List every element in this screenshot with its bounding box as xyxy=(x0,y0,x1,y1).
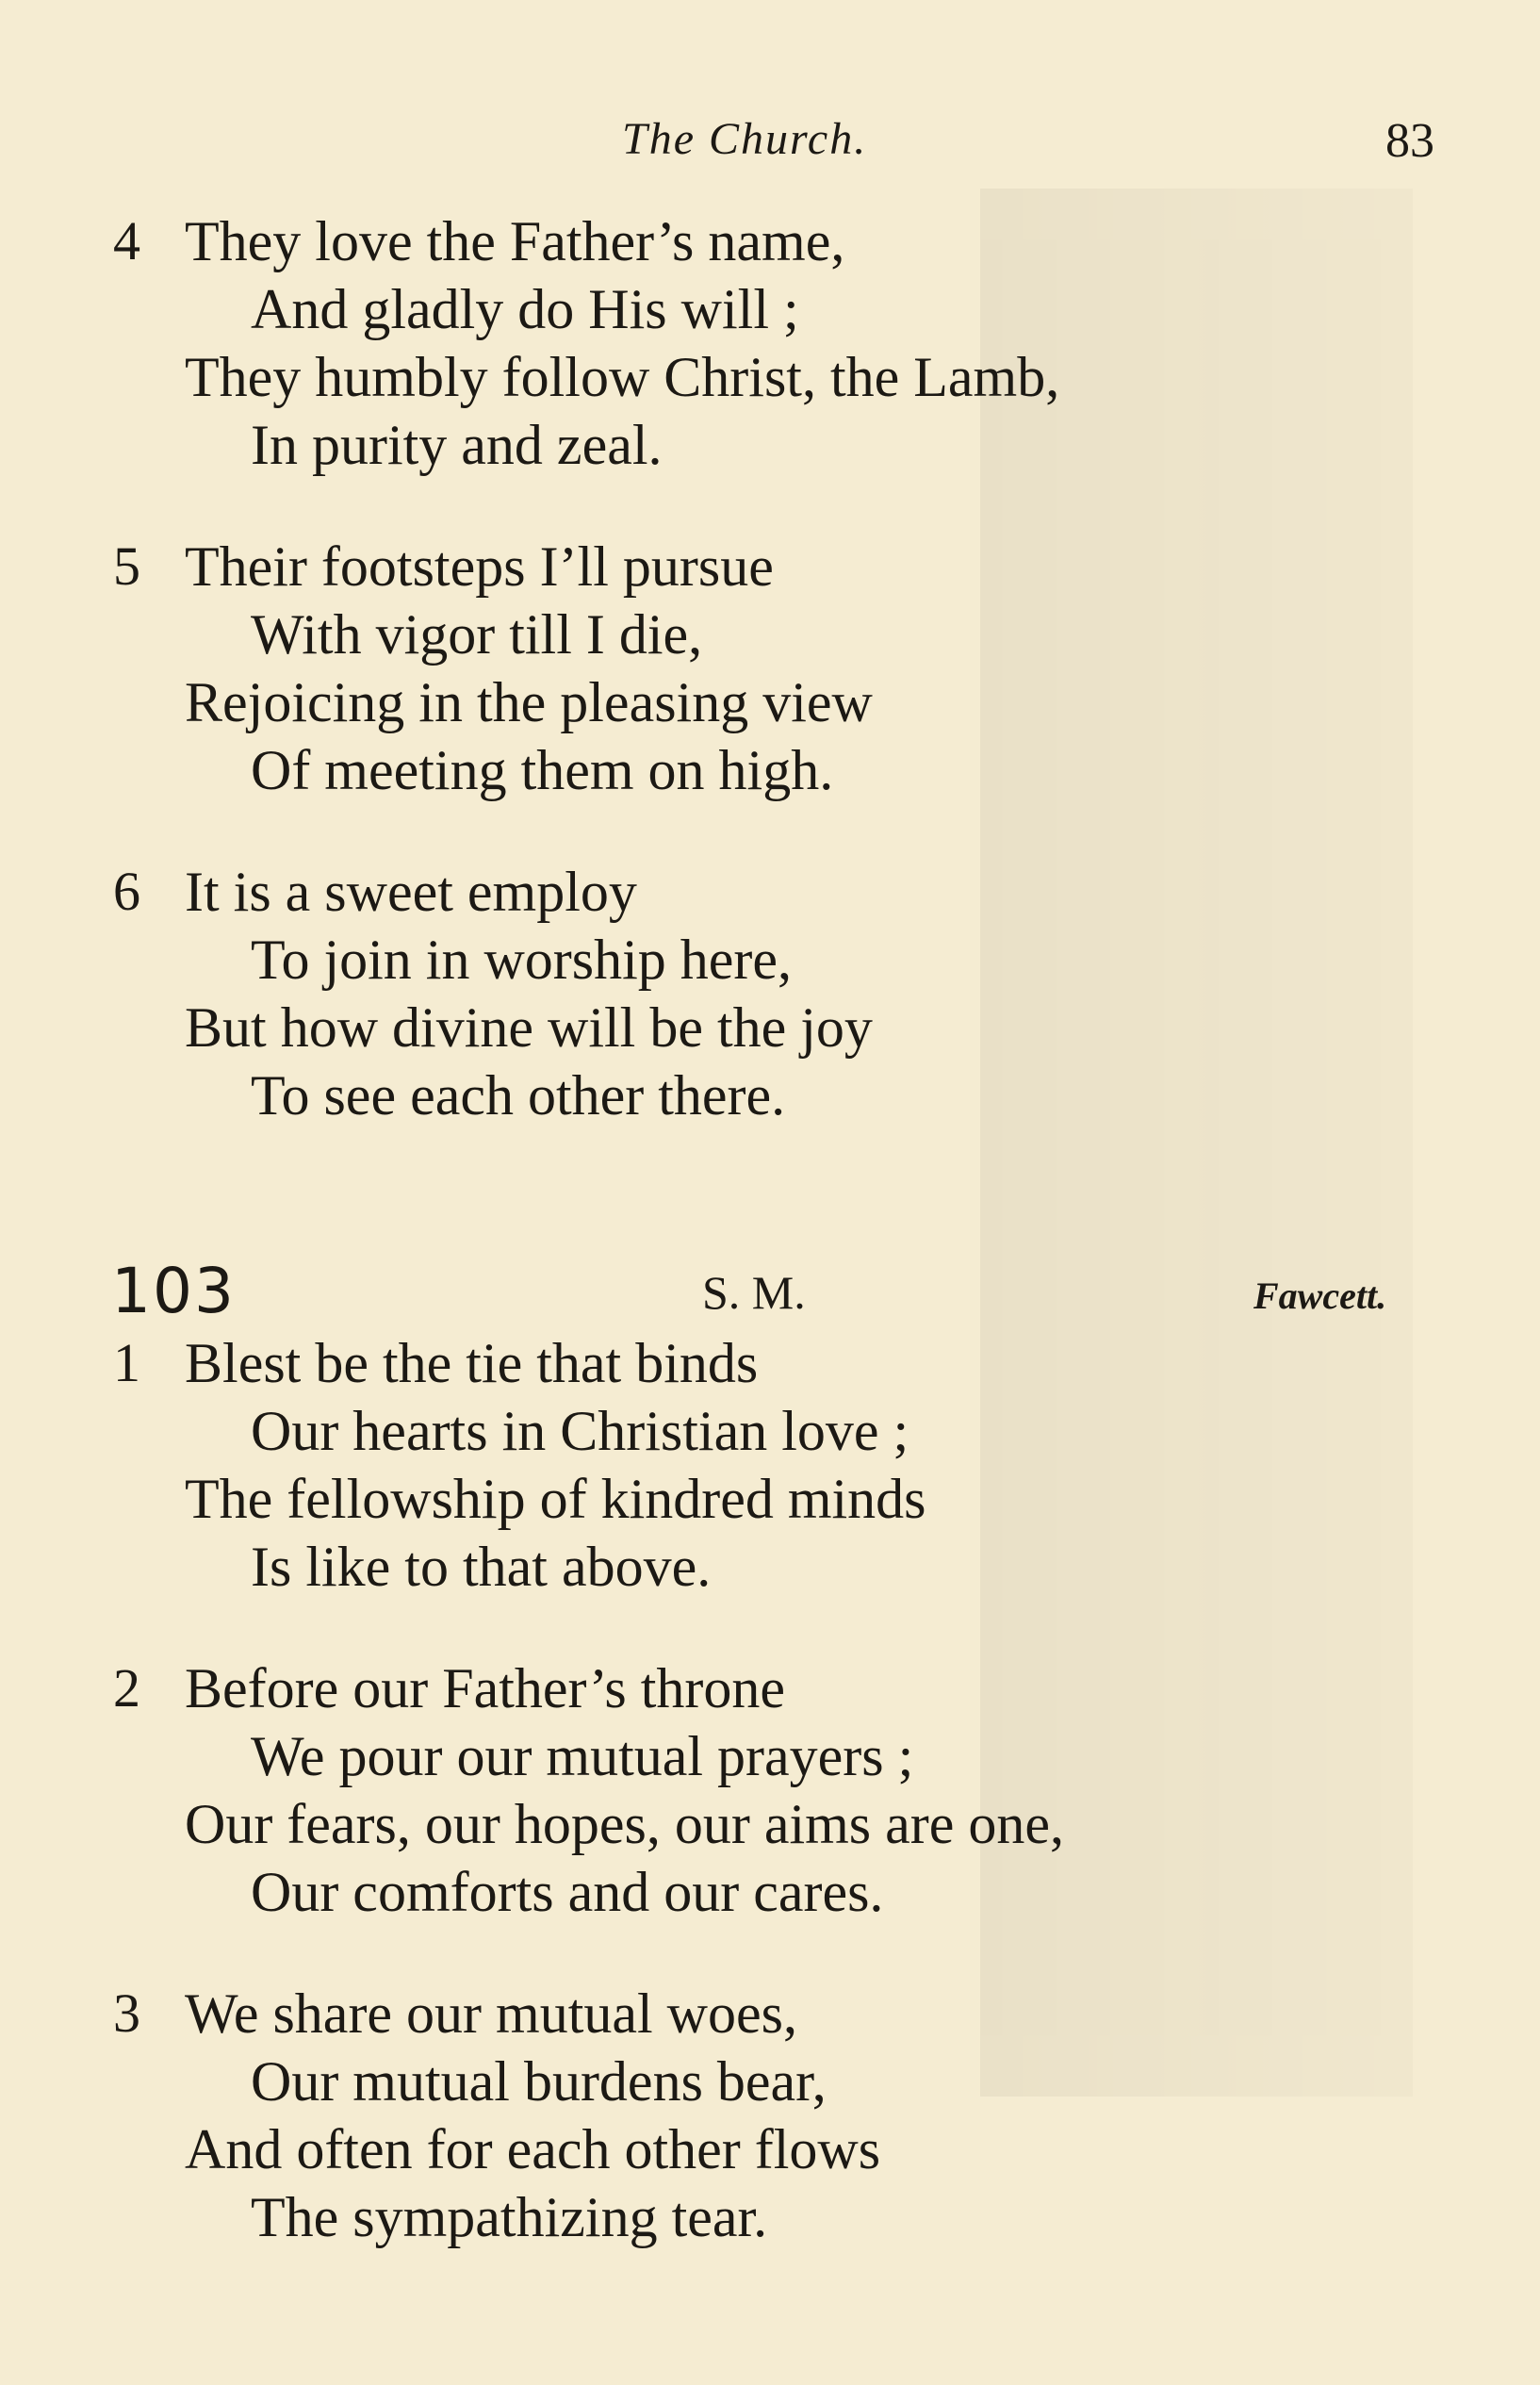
verse-line: The fellowship of kindred minds xyxy=(185,1468,926,1530)
verse-line: Our fears, our hopes, our aims are one, xyxy=(185,1793,1065,1855)
running-title: The Church. xyxy=(622,114,868,164)
verse-line: They humbly follow Christ, the Lamb, xyxy=(185,346,1060,408)
verse-line: To join in worship here, xyxy=(251,929,793,991)
verse-line: Our hearts in Christian love ; xyxy=(251,1400,909,1462)
stanza-number: 5 xyxy=(113,535,140,597)
stanza-number: 3 xyxy=(113,1982,140,2044)
verse-line: Is like to that above. xyxy=(251,1536,712,1598)
verse-line: Blest be the tie that binds xyxy=(185,1332,759,1394)
verse-line: With vigor till I die, xyxy=(251,603,703,666)
verse-line: Our comforts and our cares. xyxy=(251,1861,884,1923)
verse-line: Their footsteps I’ll pursue xyxy=(185,535,774,598)
verse-line: Rejoicing in the pleasing view xyxy=(185,671,873,733)
verse-line: They love the Father’s name, xyxy=(185,210,845,272)
verse-line: To see each other there. xyxy=(251,1064,786,1127)
verse-line: The sympathizing tear. xyxy=(251,2186,768,2248)
stanza-number: 6 xyxy=(113,861,140,922)
verse-line: Our mutual burdens bear, xyxy=(251,2050,827,2113)
verse-line: Of meeting them on high. xyxy=(251,739,834,801)
verse-line: It is a sweet employ xyxy=(185,861,637,923)
verse-line: And gladly do His will ; xyxy=(251,278,799,340)
hymn-author: Fawcett. xyxy=(1253,1275,1387,1317)
hymn-heading xyxy=(0,1254,1540,1329)
verse-line: And often for each other flows xyxy=(185,2118,881,2180)
hymn-meter: S. M. xyxy=(702,1266,806,1319)
verse-line: We share our mutual woes, xyxy=(185,1982,797,2045)
verse-line: We pour our mutual prayers ; xyxy=(251,1725,914,1787)
stanza-number: 1 xyxy=(113,1332,140,1393)
page-number: 83 xyxy=(1385,114,1434,168)
hymn-number: 103 xyxy=(111,1255,236,1327)
verse-line: But how divine will be the joy xyxy=(185,996,873,1059)
verse-line: Before our Father’s throne xyxy=(185,1657,786,1719)
stanza-number: 2 xyxy=(113,1657,140,1719)
stanza-number: 4 xyxy=(113,210,140,271)
verse-line: In purity and zeal. xyxy=(251,414,663,476)
running-head xyxy=(0,113,1540,179)
